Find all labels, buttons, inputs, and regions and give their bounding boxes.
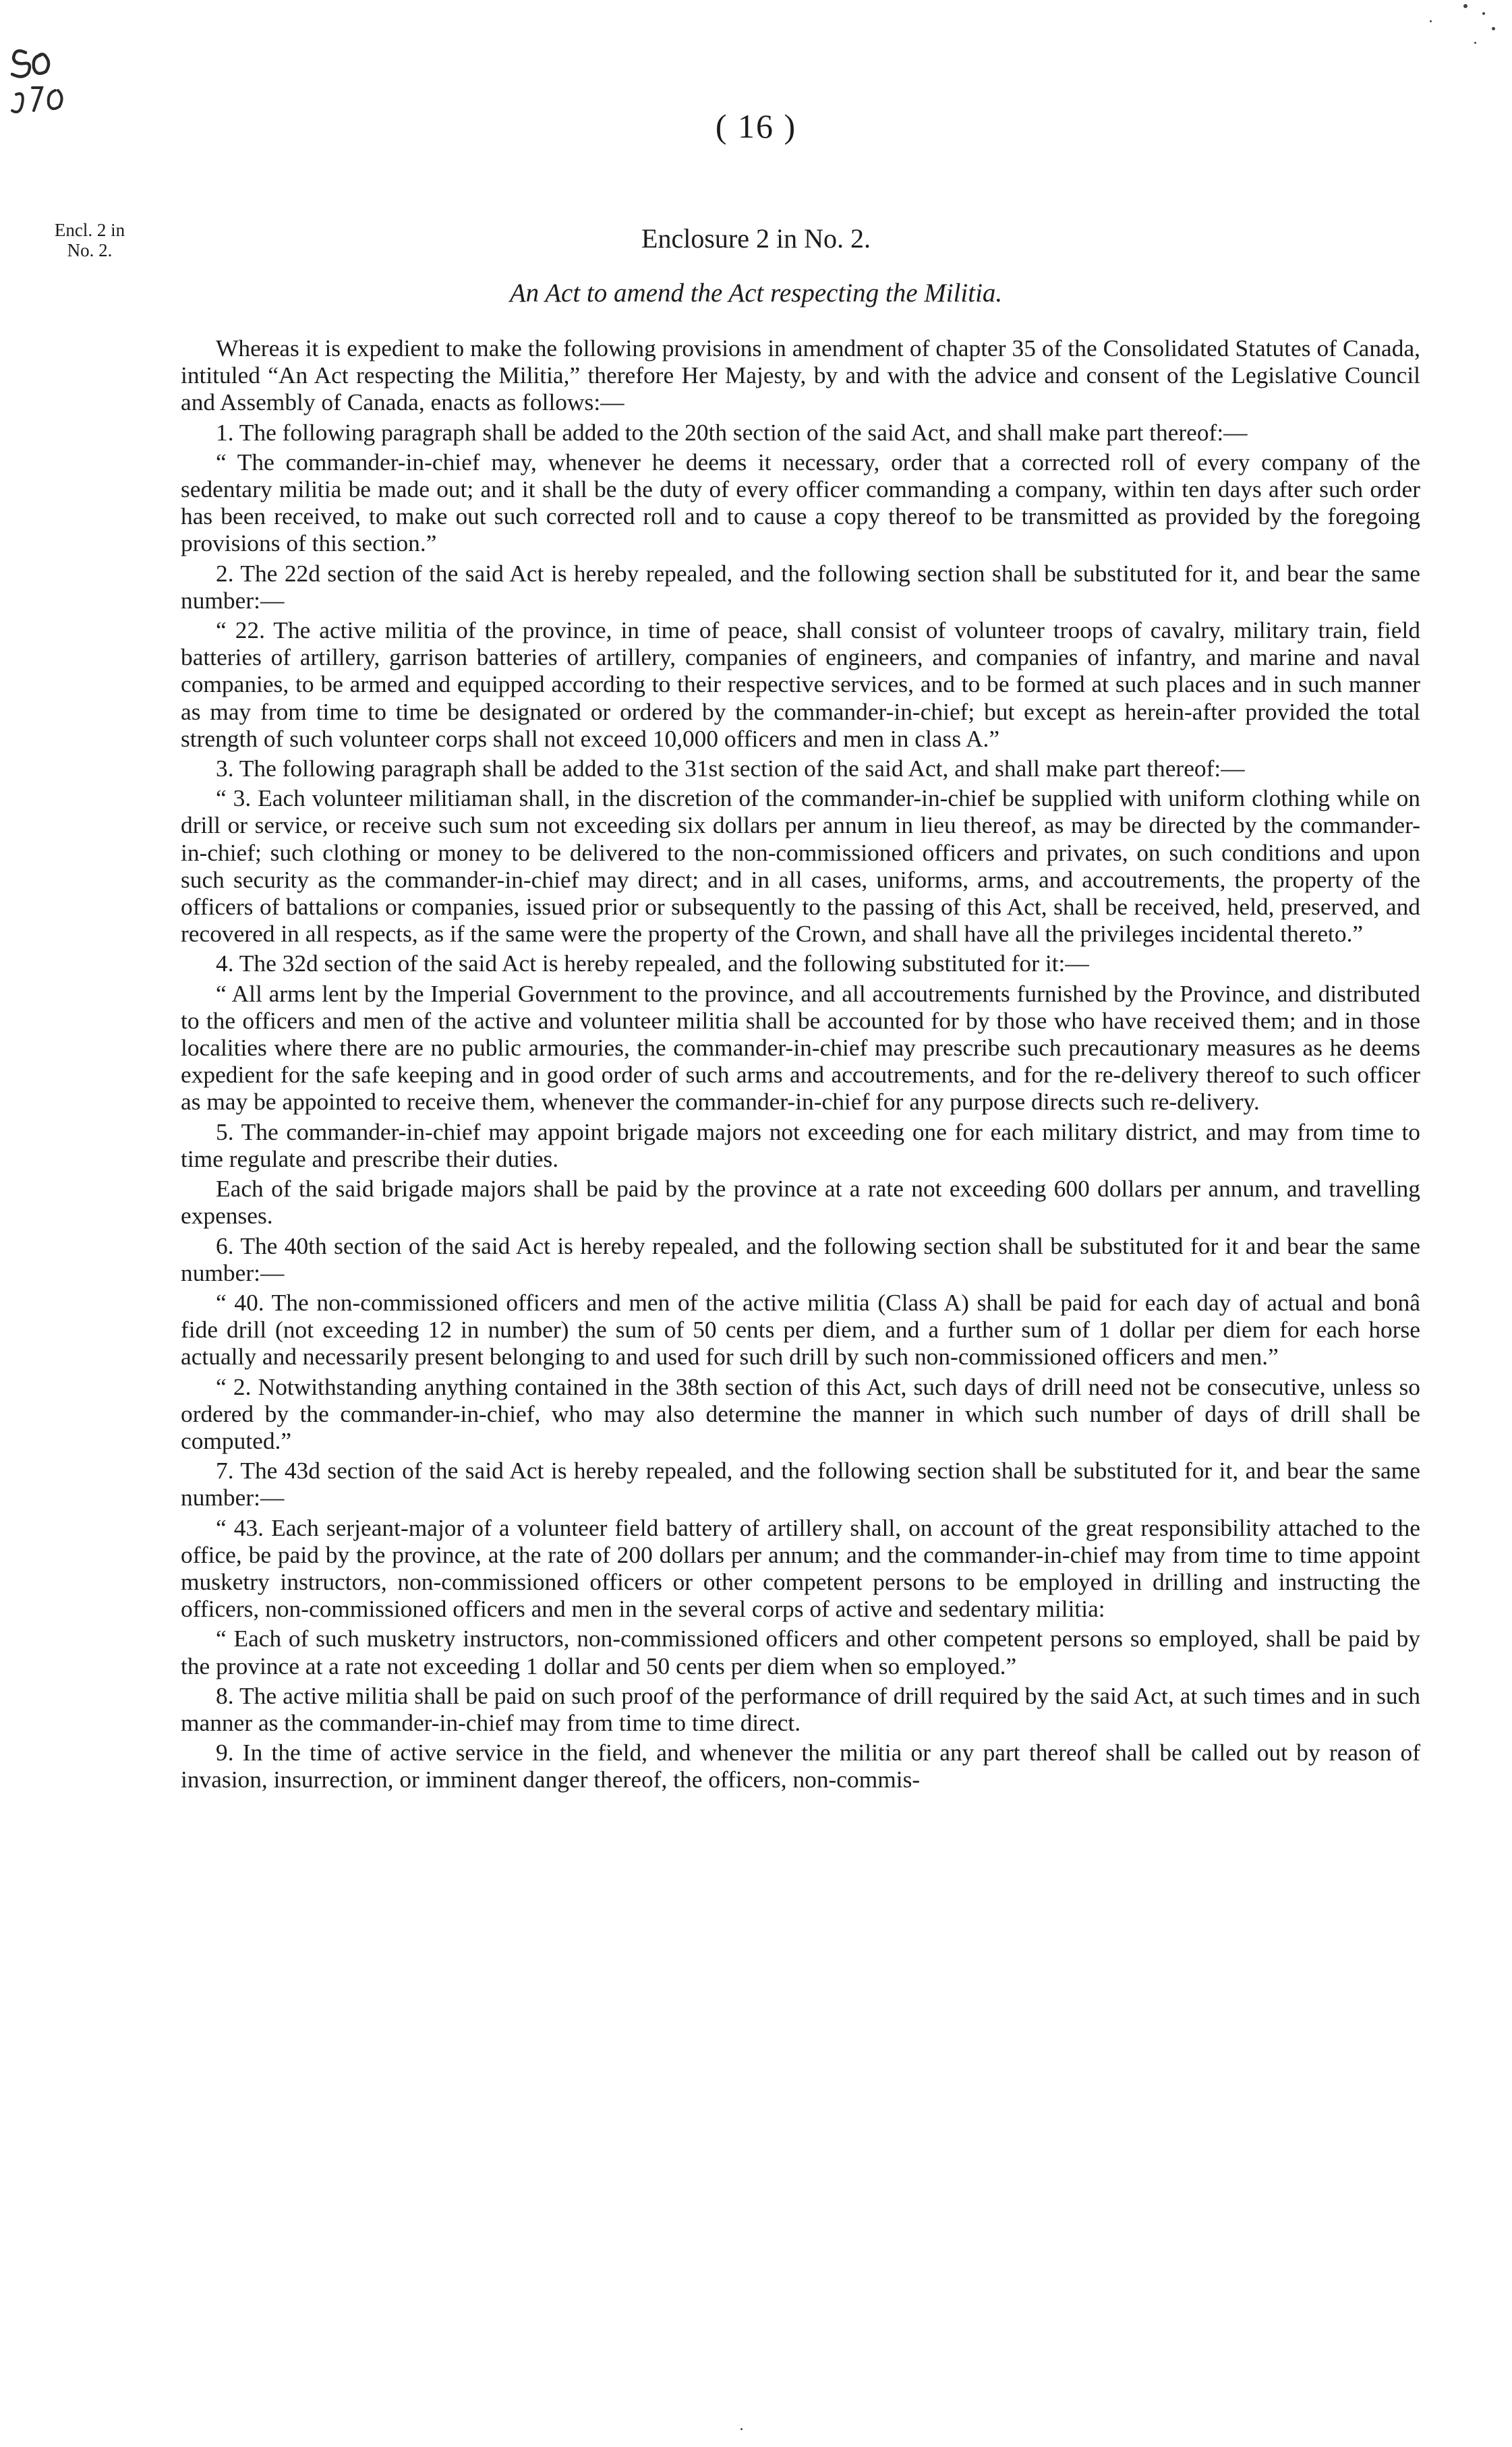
paragraph-section-7: 7. The 43d section of the said Act is hereby repealed, and the following section shall be substituted for it, and bear the same number:— — [181, 1457, 1420, 1512]
page-number: ( 16 ) — [715, 107, 797, 145]
paragraph-quoted-20th-section: “ The commander-in-chief may, whenever he deems it necessary, order that a corrected roll of every company of the sedentary militia be made out; and it shall be the duty of every officer commanding a company, within ten days after such order has been received, to make out such corrected roll and to cause a copy thereof to be transmitted as provided by the foregoing provisions of this section.” — [181, 448, 1420, 557]
scan-speck — [1474, 42, 1476, 44]
act-title: An Act to amend the Act respecting the Militia. — [509, 279, 1003, 308]
scan-speck — [1492, 27, 1495, 30]
margin-note-line-2: No. 2. — [67, 240, 113, 260]
paragraph-quoted-section-40-2: “ 2. Notwithstanding anything contained in the 38th section of this Act, such days of drill need not be consecutive, unless so ordered by the commander-in-chief, who may also determine the manner in which such number of days of drill shall be computed.” — [181, 1373, 1420, 1454]
scan-speck — [740, 2428, 743, 2430]
paragraph-quoted-31st-section: “ 3. Each volunteer militiaman shall, in the discretion of the commander-in-chief be supplied with uniform clothing while on drill or service, or receive such sum not exceeding six dollars per annum in lieu thereof, as may be directed by the commander-in-chief; such clothing or money to be delivered to the non-commissioned officers and privates, on such conditions and upon such security as the commander-in-chief may direct; and in all cases, uniforms, arms, and accoutrements, the property of the officers of battalions or companies, issued prior or subsequently to the passing of this Act, shall be received, held, preserved, and recovered in all respects, as if the same were the property of the Crown, and shall have all the privileges incidental thereto.” — [181, 784, 1420, 948]
paragraph-section-4: 4. The 32d section of the said Act is hereby repealed, and the following substituted for it:— — [216, 950, 1089, 977]
enclosure-heading: Enclosure 2 in No. 2. — [641, 223, 871, 254]
paragraph-section-3: 3. The following paragraph shall be added to the 31st section of the said Act, and shall make part thereof:— — [216, 755, 1245, 782]
paragraph-section-9: 9. In the time of active service in the field, and whenever the militia or any part thereof shall be called out by reason of invasion, insurrection, or imminent danger thereof, the officers, non-commis- — [181, 1739, 1420, 1793]
paragraph-section-5: 5. The commander-in-chief may appoint brigade majors not exceeding one for each military district, and may from time to time regulate and prescribe their duties. — [181, 1118, 1420, 1172]
paragraph-quoted-section-43: “ 43. Each serjeant-major of a volunteer field battery of artillery shall, on account of the great responsibility attached to the office, be paid by the province, at the rate of 200 dollars per annum; and the commander-in-chief may from time to time appoint musketry instructors, non-commissioned officers or other competent persons to be employed in drilling and instructing the officers, non-commissioned officers and men in the several corps of active and sedentary militia: — [181, 1514, 1420, 1623]
scan-speck — [1430, 20, 1432, 22]
paragraph-section-2: 2. The 22d section of the said Act is hereby repealed, and the following section shall be substituted for it, and bear the same number:— — [181, 559, 1420, 614]
paragraph-section-1: 1. The following paragraph shall be added to the 20th section of the said Act, and shall make part thereof:— — [216, 418, 1248, 446]
document-body — [181, 335, 1420, 1796]
scan-speck — [1482, 12, 1485, 15]
paragraph-quoted-section-40: “ 40. The non-commissioned officers and men of the active militia (Class A) shall be paid for each day of actual and bonâ fide drill (not exceeding 12 in number) the sum of 50 cents per diem, and a further sum of 1 dollar per diem for each horse actually and necessarily present belonging to and used for such drill by such non-commissioned officers and men.” — [181, 1288, 1420, 1371]
paragraph-quoted-32d-section: “ All arms lent by the Imperial Government to the province, and all accoutrements furnished by the Province, and distributed to the officers and men of the active and volunteer militia shall be accounted for by those who have received them; and in those localities where there are no public armouries, the commander-in-chief may prescribe such precautionary measures as he deems expedient for the safe keeping and in good order of such arms and accoutrements, and for the re-delivery thereof to such officer as may be appointed to receive them, whenever the commander-in-chief for any purpose directs such re-delivery. — [181, 979, 1420, 1116]
paragraph-section-6: 6. The 40th section of the said Act is hereby repealed, and the following section shall be substituted for it and bear the same number:— — [181, 1232, 1420, 1286]
paragraph-quoted-musketry-instructors: “ Each of such musketry instructors, non-commissioned officers and other competent persons so employed, shall be paid by the province at a rate not exceeding 1 dollar and 50 cents per diem when so employed.” — [181, 1625, 1420, 1679]
paragraph-section-8: 8. The active militia shall be paid on such proof of the performance of drill required by the said Act, at such times and in such manner as the commander-in-chief may from time to time direct. — [181, 1681, 1420, 1736]
paragraph-quoted-section-22: “ 22. The active militia of the province, in time of peace, shall consist of volunteer troops of cavalry, military train, field batteries of artillery, garrison batteries of artillery, companies of engineers, and companies of infantry, and marine and naval companies, to be armed and equipped according to their respective services, and to be formed at such places and in such manner as may from time to time be designated or ordered by the commander-in-chief; but except as herein-after provided the total strength of such volunteer corps shall not exceed 10,000 officers and men in class A.” — [181, 616, 1420, 752]
paragraph-brigade-majors-pay: Each of the said brigade majors shall be paid by the province at a rate not exceeding 600 dollars per annum, and travelling expenses. — [181, 1175, 1420, 1230]
scan-speck — [1463, 4, 1467, 8]
paragraph-preamble: Whereas it is expedient to make the following provisions in amendment of chapter 35 of the Consolidated Statutes of Canada, intituled “An Act respecting the Militia,” therefore Her Majesty, by and with the advice and consent of the Legislative Council and Assembly of Canada, enacts as follows:— — [181, 335, 1420, 416]
margin-note-line-1: Encl. 2 in — [54, 220, 125, 240]
